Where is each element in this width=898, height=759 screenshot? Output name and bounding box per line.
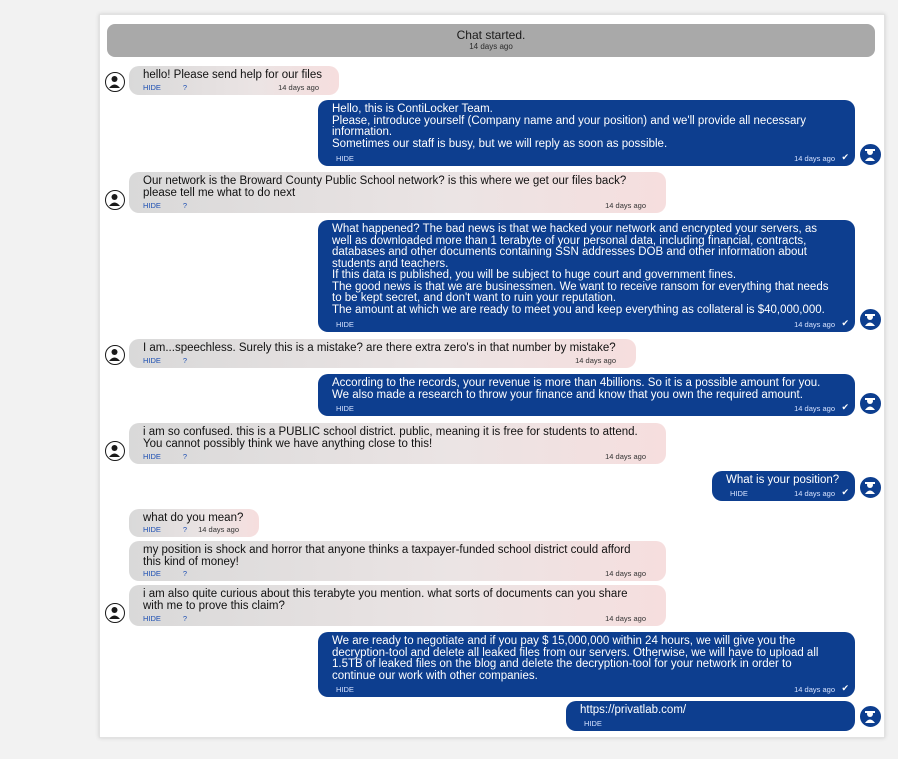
message-text: what do you mean? — [143, 512, 244, 524]
read-check-icon: ✔ — [841, 683, 849, 693]
message-time: 14 days ago — [794, 154, 835, 163]
message-time: 14 days ago — [605, 569, 646, 578]
user-avatar-icon — [105, 345, 125, 365]
message-time: 14 days ago — [605, 452, 646, 461]
message-meta — [730, 487, 849, 498]
message-text: According to the records, your revenue is more than 4billions. So it is a possible amount for you. We also made a research to throw your finance and know that you own the required amount. — [332, 377, 821, 401]
message-victim — [129, 172, 666, 213]
hide-link[interactable]: HIDE — [143, 569, 161, 578]
message-victim — [129, 339, 636, 368]
hide-link[interactable]: HIDE — [584, 719, 602, 728]
hide-link[interactable]: HIDE — [336, 404, 354, 413]
read-check-icon: ✔ — [841, 318, 849, 328]
help-icon[interactable]: ? — [182, 83, 188, 92]
agent-avatar-icon — [860, 393, 881, 414]
message-text: my position is shock and horror that anyone thinks a taxpayer-funded school district could afford this kind of money! — [143, 544, 631, 568]
help-icon[interactable]: ? — [182, 356, 188, 365]
help-icon[interactable]: ? — [182, 525, 188, 534]
chat-started-title: Chat started. — [456, 28, 526, 42]
message-time: 14 days ago — [278, 83, 319, 92]
help-icon[interactable]: ? — [182, 569, 188, 578]
message-link[interactable]: https://privatlab.com/ — [580, 704, 687, 716]
message-text: We are ready to negotiate and if you pay $ 15,000,000 within 24 hours, we will give you the decryption-tool and delete all leaked files from our servers. Otherwise, we will have to upload all 1.5TB of leaked files on the blog and delete the decryption-tool for your network in order to continue our work with other companies. — [332, 635, 819, 682]
chat-started-banner — [107, 24, 875, 57]
agent-avatar-icon — [860, 309, 881, 330]
read-check-icon: ✔ — [841, 152, 849, 162]
user-avatar-icon — [105, 603, 125, 623]
message-meta — [143, 83, 319, 92]
hide-link[interactable]: HIDE — [143, 83, 161, 92]
message-meta — [143, 356, 616, 365]
message-text: I am...speechless. Surely this is a mistake? are there extra zero's in that number by mistake? — [143, 342, 616, 354]
hide-link[interactable]: HIDE — [336, 154, 354, 163]
message-text: i am so confused. this is a PUBLIC school district. public, meaning it is free for students to attend. You cannot possibly think we have anything close to this! — [143, 426, 638, 450]
message-victim — [129, 509, 259, 537]
chat-started-time: 14 days ago — [469, 42, 513, 51]
message-time: 14 days ago — [575, 356, 616, 365]
message-time: 14 days ago — [198, 525, 239, 534]
message-victim — [129, 585, 666, 626]
hide-link[interactable]: HIDE — [143, 201, 161, 210]
message-victim — [129, 541, 666, 581]
message-time: 14 days ago — [794, 685, 835, 694]
agent-avatar-icon — [860, 477, 881, 498]
message-meta — [584, 719, 835, 728]
help-icon[interactable]: ? — [182, 614, 188, 623]
message-time: 14 days ago — [794, 404, 835, 413]
hide-link[interactable]: HIDE — [143, 525, 161, 534]
message-agent-link — [566, 701, 855, 731]
hide-link[interactable]: HIDE — [730, 489, 748, 498]
message-agent — [318, 632, 855, 697]
message-meta — [143, 569, 646, 578]
message-time: 14 days ago — [794, 320, 835, 329]
message-time: 14 days ago — [794, 489, 835, 498]
message-meta — [143, 525, 239, 534]
message-text: hello! Please send help for our files — [143, 69, 322, 81]
message-agent — [318, 220, 855, 332]
agent-avatar-icon — [860, 706, 881, 727]
read-check-icon: ✔ — [841, 487, 849, 497]
hide-link[interactable]: HIDE — [336, 685, 354, 694]
message-agent — [712, 471, 855, 501]
user-avatar-icon — [105, 441, 125, 461]
message-victim — [129, 423, 666, 464]
message-victim — [129, 66, 339, 95]
message-text: i am also quite curious about this terabyte you mention. what sorts of documents can you share with me to prove this claim? — [143, 588, 628, 612]
message-meta — [336, 152, 849, 163]
message-text: What is your position? — [726, 474, 840, 486]
hide-link[interactable]: HIDE — [143, 356, 161, 365]
message-time: 14 days ago — [605, 614, 646, 623]
message-meta — [336, 402, 849, 413]
message-meta — [143, 201, 646, 210]
hide-link[interactable]: HIDE — [143, 452, 161, 461]
agent-avatar-icon — [860, 144, 881, 165]
message-text: Our network is the Broward County Public School network? is this where we get our files back? please tell me what to do next — [143, 175, 627, 199]
message-agent — [318, 100, 855, 166]
help-icon[interactable]: ? — [182, 452, 188, 461]
user-avatar-icon — [105, 72, 125, 92]
message-meta — [143, 452, 646, 461]
message-meta — [143, 614, 646, 623]
hide-link[interactable]: HIDE — [143, 614, 161, 623]
help-icon[interactable]: ? — [182, 201, 188, 210]
message-agent — [318, 374, 855, 416]
message-text: Hello, this is ContiLocker Team. Please, introduce yourself (Company name and your position) and we'll provide all necessary information. Sometimes our staff is busy, but we will reply as soon as possible. — [332, 103, 806, 150]
hide-link[interactable]: HIDE — [336, 320, 354, 329]
message-meta — [336, 318, 849, 329]
read-check-icon: ✔ — [841, 402, 849, 412]
message-meta — [336, 683, 849, 694]
user-avatar-icon — [105, 190, 125, 210]
message-time: 14 days ago — [605, 201, 646, 210]
message-text: What happened? The bad news is that we hacked your network and encrypted your servers, as well as downloaded more than 1 terabyte of your personal data, including financial, contracts, databases and other documents containing SSN addresses DOB and other information about students and teachers. If this data is published, you will be subject to huge court and government fines. The good news is that we are businessmen. We want to receive ransom for everything that needs to be kept secret, and don't want to ruin your reputation. The amount at which we are ready to meet you and keep everything as collateral is $40,000,000. — [332, 223, 829, 316]
